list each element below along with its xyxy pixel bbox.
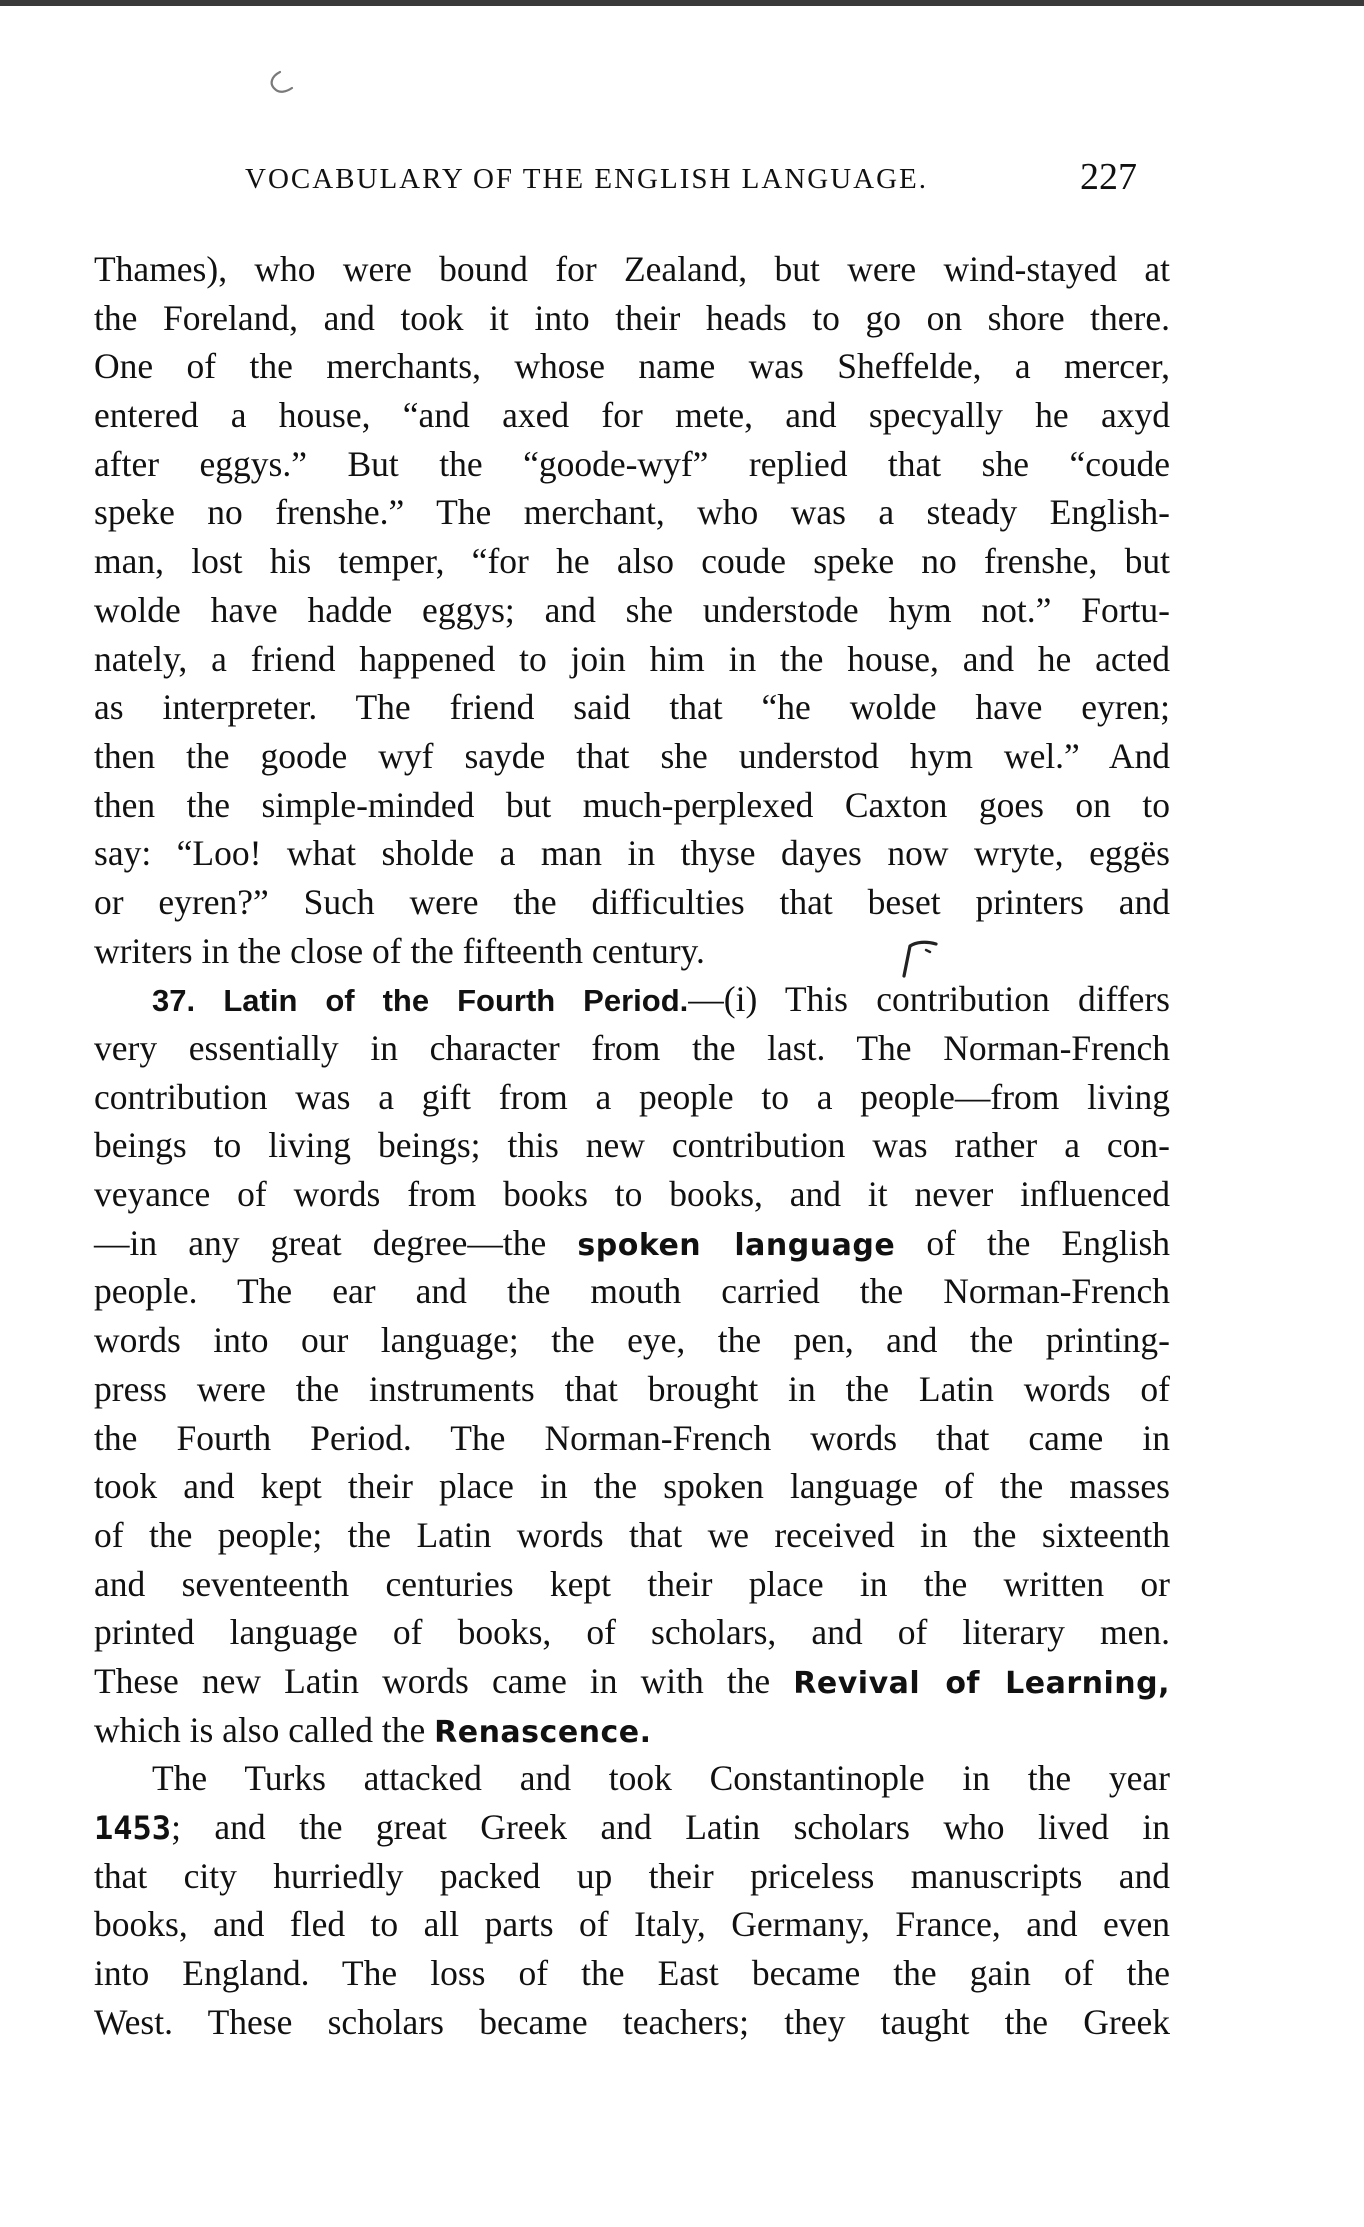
text-line: of the people; the Latin words that we received in the sixteenth: [94, 1514, 1170, 1555]
text-line: nately, a friend happened to join him in the house, and he acted: [94, 638, 1170, 679]
text-line: One of the merchants, whose name was Sheffelde, a mercer,: [94, 346, 1170, 387]
text-run: ; and the great Greek and Latin scholars who lived in: [171, 1807, 1170, 1847]
text-line: West. These scholars became teachers; they taught the Greek: [94, 2001, 1170, 2042]
text-line: The Turks attacked and took Constantinople in the year: [152, 1758, 1170, 1799]
text-line: entered a house, “and axed for mete, and specyally he axyd: [94, 395, 1170, 436]
text-line: writers in the close of the fifteenth century.: [94, 930, 705, 971]
pencil-check-icon: [896, 938, 944, 978]
text-line: or eyren?” Such were the difficulties that beset printers and: [94, 881, 1170, 922]
scan-top-edge: [0, 0, 1364, 6]
section-heading-line: [94, 975, 1170, 1024]
running-head: VOCABULARY OF THE ENGLISH LANGUAGE.: [245, 163, 929, 195]
text-line: then the simple-minded but much-perplexed Caxton goes on to: [94, 784, 1170, 825]
body-text: [94, 245, 1170, 2046]
text-line: then the goode wyf sayde that she understod hym wel.” And: [94, 735, 1170, 776]
text-line: veyance of words from books to books, and it never influenced: [94, 1174, 1170, 1215]
text-line: printed language of books, of scholars, and of literary men.: [94, 1612, 1170, 1653]
text-line: say: “Loo! what sholde a man in thyse dayes now wryte, eggës: [94, 833, 1170, 874]
text-line: and seventeenth centuries kept their place in the written or: [94, 1563, 1170, 1604]
text-line: words into our language; the eye, the pen, and the printing-: [94, 1320, 1170, 1361]
term-revival-of-learning: Revival of Learning,: [793, 1665, 1171, 1701]
section-heading: Latin of the Fourth Period.: [223, 983, 689, 1019]
term-spoken-language: spoken language: [577, 1227, 896, 1263]
text-line: very essentially in character from the last. The Norman-French: [94, 1028, 1170, 1068]
paragraph-turks: [94, 1754, 1170, 2046]
text-run: which is also called the: [94, 1709, 426, 1750]
term-renascence: Renascence.: [434, 1714, 652, 1750]
text-line: press were the instruments that brought in the Latin words of: [94, 1368, 1170, 1409]
text-run: of the English: [926, 1222, 1171, 1263]
text-run: These new Latin words came in with the: [94, 1660, 771, 1701]
year-1453: 1453: [94, 1809, 172, 1847]
text-line: contribution was a gift from a people to a people—from living: [94, 1076, 1170, 1117]
text-line: [94, 1803, 1170, 1852]
section-37: [94, 975, 1170, 1754]
page-number: 227: [1080, 156, 1137, 198]
section-number: 37.: [152, 983, 196, 1019]
text-line: after eggys.” But the “goode-wyf” replied that she “coude: [94, 443, 1170, 484]
text-line: the Fourth Period. The Norman-French words that came in: [94, 1417, 1170, 1458]
text-run: —(i) This contribution differs: [688, 979, 1170, 1020]
text-line: beings to living beings; this new contribution was rather a con-: [94, 1125, 1170, 1166]
text-run: —in any great degree—the: [94, 1222, 547, 1263]
pencil-mark-icon: [262, 68, 312, 108]
text-line: into England. The loss of the East became the gain of the: [94, 1953, 1170, 1994]
paragraph-continued: [94, 245, 1170, 975]
text-line: man, lost his temper, “for he also coude speke no frenshe, but: [94, 541, 1170, 582]
text-line: [94, 1706, 1170, 1755]
text-line: as interpreter. The friend said that “he wolde have eyren;: [94, 687, 1170, 728]
text-line: Thames), who were bound for Zealand, but were wind-stayed at: [94, 249, 1170, 289]
text-line: speke no frenshe.” The merchant, who was a steady English-: [94, 492, 1170, 533]
text-line: wolde have hadde eggys; and she understode hym not.” Fortu-: [94, 589, 1170, 630]
text-line: books, and fled to all parts of Italy, Germany, France, and even: [94, 1904, 1170, 1945]
text-line: took and kept their place in the spoken language of the masses: [94, 1466, 1170, 1507]
text-line: [94, 1657, 1170, 1706]
text-line: people. The ear and the mouth carried the Norman-French: [94, 1271, 1170, 1312]
text-line: the Foreland, and took it into their heads to go on shore there.: [94, 297, 1170, 338]
text-line: [94, 1219, 1170, 1268]
text-line: that city hurriedly packed up their priceless manuscripts and: [94, 1855, 1170, 1896]
